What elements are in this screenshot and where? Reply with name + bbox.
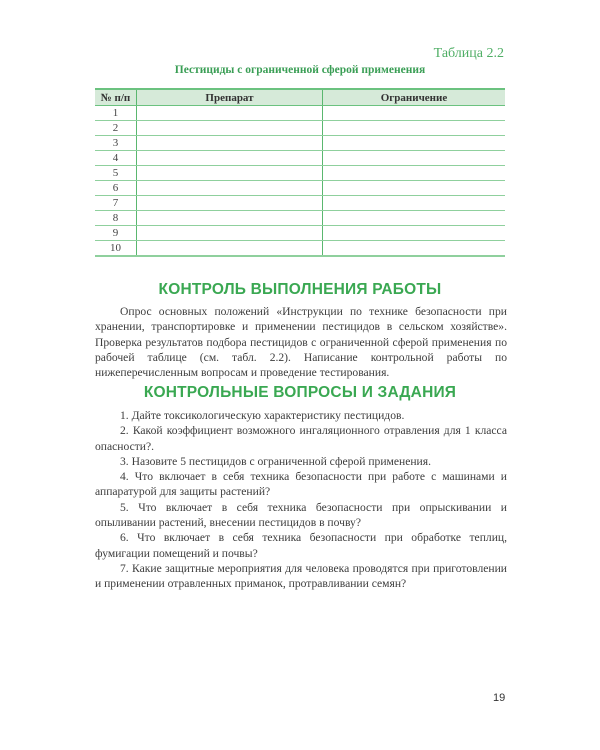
restriction-cell[interactable] [323, 196, 506, 211]
table-row [95, 166, 505, 181]
control-paragraph [95, 304, 507, 380]
row-number: 8 [95, 211, 137, 226]
restriction-cell[interactable] [323, 151, 506, 166]
row-number: 4 [95, 151, 137, 166]
header-restriction: Ограничение [323, 89, 506, 106]
restriction-cell[interactable] [323, 166, 506, 181]
header-number: № п/п [95, 89, 137, 106]
question-item: 6. Что включает в себя техника безопасности при обработке теплиц, фумигации помещений и почвы? [95, 531, 507, 560]
question-item: 4. Что включает в себя техника безопасности при работе с машинами и аппаратурой для защиты растений? [95, 470, 507, 499]
restriction-cell[interactable] [323, 121, 506, 136]
question-item: 5. Что включает в себя техника безопасности при опрыскивании и опыливании растений, внесении пестицидов в почву? [95, 500, 507, 530]
preparation-cell[interactable] [137, 241, 323, 257]
restriction-cell[interactable] [323, 181, 506, 196]
table-row [95, 121, 505, 136]
table-header-row [95, 89, 505, 106]
row-number: 5 [95, 166, 137, 181]
preparation-cell[interactable] [137, 181, 323, 196]
pesticides-table [95, 88, 505, 257]
row-number: 10 [95, 241, 137, 257]
control-text: Опрос основных положений «Инструкции по технике безопасности при хранении, транспортировке и применении пестицидов в сельском хозяйстве». Проверка результатов подбора пестицидов с ограниченной сферой применения по рабочей таблице (см. табл. 2.2). Написание контрольной работы по нижеперечисленным вопросам и проведение тестирования. [95, 305, 507, 380]
table-row [95, 151, 505, 166]
restriction-cell[interactable] [323, 226, 506, 241]
table-row [95, 181, 505, 196]
preparation-cell[interactable] [137, 211, 323, 226]
restriction-cell[interactable] [323, 211, 506, 226]
preparation-cell[interactable] [137, 226, 323, 241]
question-item: 1. Дайте токсикологическую характеристику пестицидов. [120, 409, 405, 422]
preparation-cell[interactable] [137, 106, 323, 121]
table-row [95, 136, 505, 151]
row-number: 9 [95, 226, 137, 241]
row-number: 6 [95, 181, 137, 196]
table-row [95, 211, 505, 226]
restriction-cell[interactable] [323, 106, 506, 121]
table-row [95, 241, 505, 257]
question-item: 7. Какие защитные мероприятия для человека проводятся при приготовлении и применении отравленных приманок, протравливании семян? [95, 561, 507, 591]
page-number: 19 [493, 692, 506, 704]
row-number: 7 [95, 196, 137, 211]
restriction-cell[interactable] [323, 136, 506, 151]
preparation-cell[interactable] [137, 136, 323, 151]
preparation-cell[interactable] [137, 151, 323, 166]
header-preparation: Препарат [137, 89, 323, 106]
questions-list [95, 408, 507, 592]
preparation-cell[interactable] [137, 196, 323, 211]
question-item: 3. Назовите 5 пестицидов с ограниченной сферой применения. [120, 454, 431, 468]
table-title: Пестициды с ограниченной сферой применения [174, 64, 426, 76]
section-heading-control: КОНТРОЛЬ ВЫПОЛНЕНИЯ РАБОТЫ [158, 281, 442, 298]
preparation-cell[interactable] [137, 121, 323, 136]
row-number: 1 [95, 106, 137, 121]
section-heading-questions: КОНТРОЛЬНЫЕ ВОПРОСЫ И ЗАДАНИЯ [143, 384, 457, 401]
row-number: 2 [95, 121, 137, 136]
preparation-cell[interactable] [137, 166, 323, 181]
table-row [95, 196, 505, 211]
table-row [95, 226, 505, 241]
question-item: 2. Какой коэффициент возможного ингаляционного отравления для 1 класса опасности?. [95, 424, 507, 453]
table-row [95, 106, 505, 121]
table-label: Таблица 2.2 [433, 46, 504, 61]
row-number: 3 [95, 136, 137, 151]
restriction-cell[interactable] [323, 241, 506, 257]
